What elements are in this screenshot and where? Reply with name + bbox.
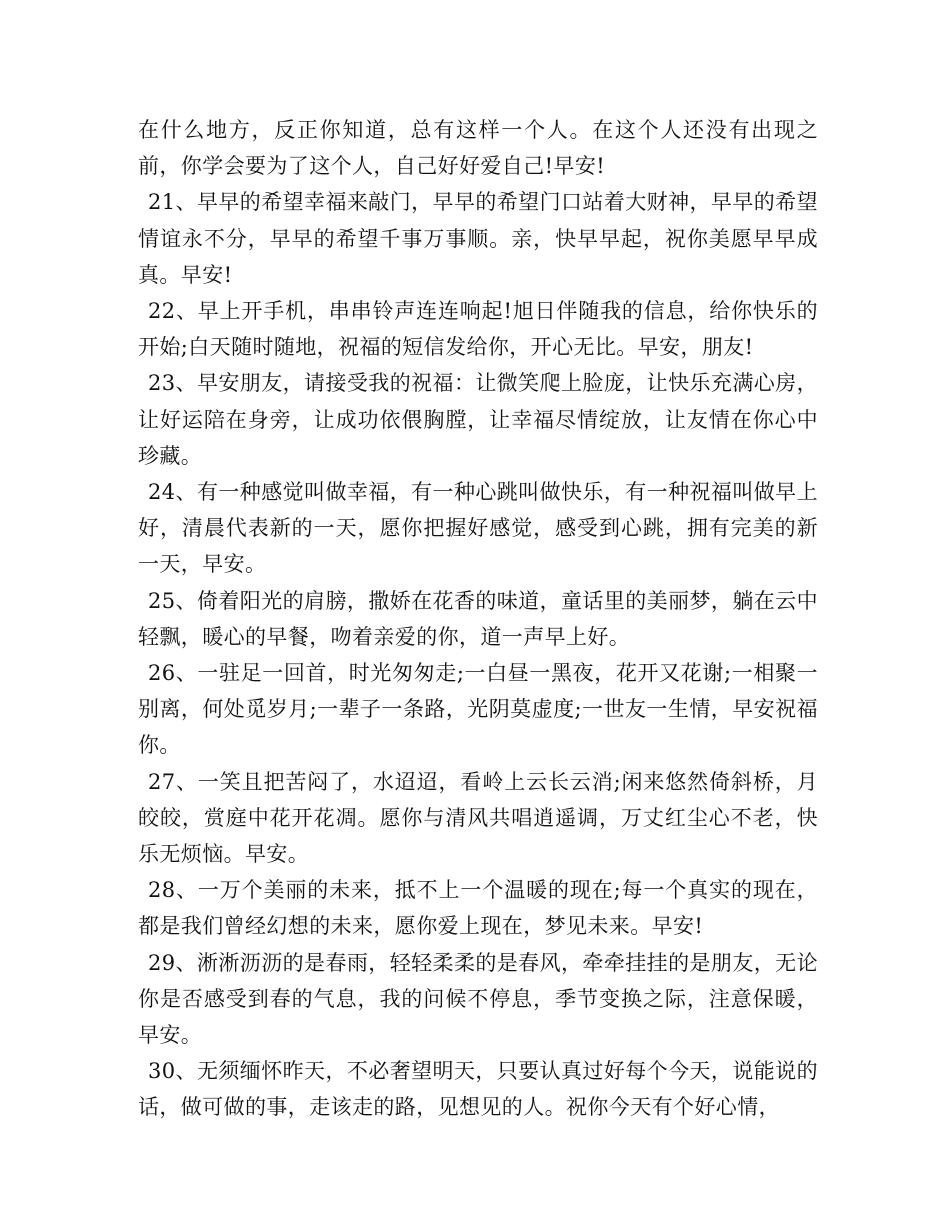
list-item-23: 23、早安朋友，请接受我的祝福：让微笑爬上脸庞，让快乐充满心房，让好运陪在身旁，让成功依偎胸膛，让幸福尽情绽放，让友情在你心中珍藏。: [138, 371, 818, 468]
list-item-28: 28、一万个美丽的未来，抵不上一个温暖的现在;每一个真实的现在，都是我们曾经幻想的未来，愿你爱上现在，梦见未来。早安!: [138, 878, 818, 939]
document-body: [138, 112, 818, 1126]
list-item-25: 25、倚着阳光的肩膀，撒娇在花香的味道，童话里的美丽梦，躺在云中轻飘，暖心的早餐，吻着亲爱的你，道一声早上好。: [138, 588, 818, 649]
list-item-22: 22、早上开手机，串串铃声连连响起!旭日伴随我的信息，给你快乐的开始;白天随时随地，祝福的短信发给你，开心无比。早安，朋友!: [138, 299, 818, 360]
list-item-29: 29、淅淅沥沥的是春雨，轻轻柔柔的是春风，牵牵挂挂的是朋友，无论你是否感受到春的气息，我的问候不停息，季节变换之际，注意保暖，早安。: [138, 950, 818, 1048]
list-item-24: 24、有一种感觉叫做幸福，有一种心跳叫做快乐，有一种祝福叫做早上好，清晨代表新的一天，愿你把握好感觉，感受到心跳，拥有完美的新一天，早安。: [138, 480, 818, 577]
list-item-26: 26、一驻足一回首，时光匆匆走;一白昼一黑夜，花开又花谢;一相聚一别离，何处觅岁月;一辈子一条路，光阴莫虚度;一世友一生情，早安祝福你。: [138, 661, 818, 758]
list-item-27: 27、一笑且把苦闷了，水迢迢，看岭上云长云消;闲来悠然倚斜桥，月皎皎，赏庭中花开花凋。愿你与清风共唱逍遥调，万丈红尘心不老，快乐无烦恼。早安。: [138, 769, 818, 867]
list-item-30: 30、无须缅怀昨天，不必奢望明天，只要认真过好每个今天，说能说的话，做可做的事，走该走的路，见想见的人。祝你今天有个好心情，: [138, 1059, 818, 1120]
list-item-21: 21、早早的希望幸福来敲门，早早的希望门口站着大财神，早早的希望情谊永不分，早早的希望千事万事顺。亲，快早早起，祝你美愿早早成真。早安!: [138, 190, 818, 287]
paragraph-continuation: 在什么地方，反正你知道，总有这样一个人。在这个人还没有出现之前，你学会要为了这个人，自己好好爱自己!早安!: [138, 118, 818, 179]
